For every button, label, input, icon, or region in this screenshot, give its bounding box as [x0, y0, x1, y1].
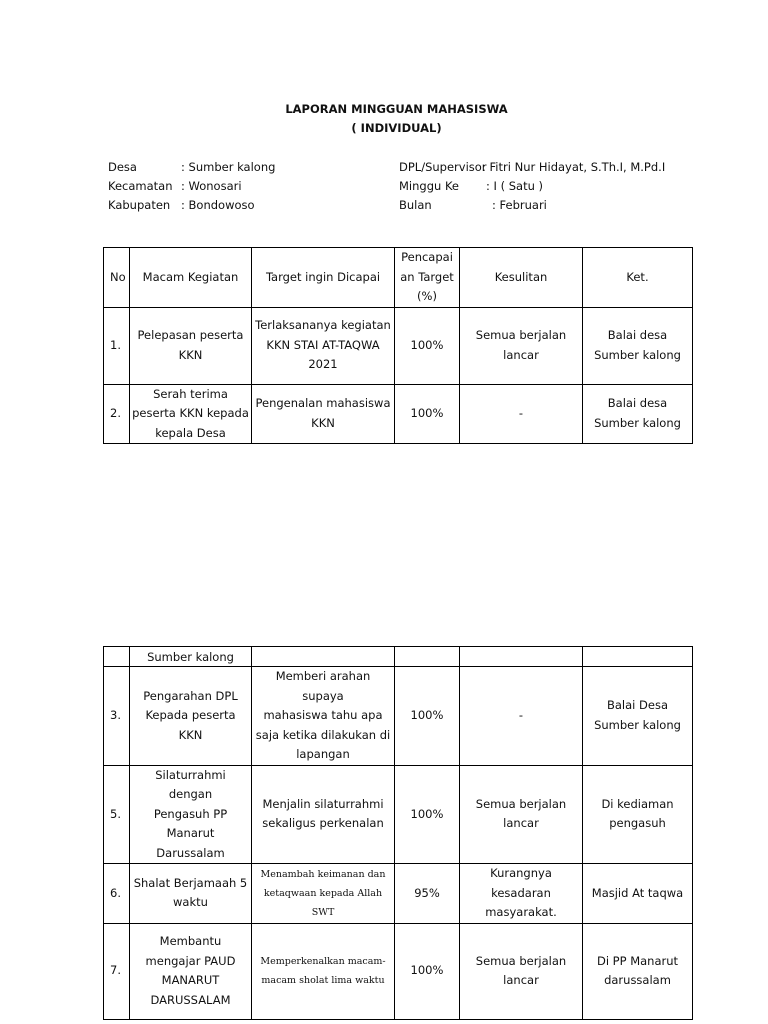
cell-line: Memperkenalkan macam-	[260, 956, 386, 967]
header-pencapaian-line: an Target	[400, 269, 454, 284]
cell-line: Memberi arahan supaya	[275, 669, 371, 703]
cell-target	[252, 864, 395, 924]
cell-kegiatan	[130, 765, 252, 864]
cell-line: ketaqwaan kepada Allah	[263, 887, 383, 899]
cell-line: Di PP Manarut	[596, 953, 679, 968]
cell-ket	[583, 923, 693, 1019]
cell-target	[252, 384, 395, 444]
cell-line: mahasiswa tahu apa	[263, 708, 383, 722]
cell-line: Darussalam	[156, 845, 225, 860]
cell-line: Sumber kalong	[594, 415, 681, 430]
cell-line: lapangan	[296, 747, 350, 761]
cell-no: 1.	[104, 307, 130, 384]
cell-line: Balai Desa	[607, 698, 668, 713]
cell-no: 5.	[104, 765, 130, 864]
cell-ket	[583, 864, 693, 924]
cell-pencapaian: 100%	[395, 765, 460, 864]
kecamatan-value: : Wonosari	[181, 179, 242, 193]
cell-line: MANARUT	[161, 973, 220, 987]
cell-target	[252, 307, 395, 384]
header-pencapaian-line: (%)	[417, 289, 437, 303]
cell-kegiatan: Sumber kalong	[130, 647, 252, 667]
minggu-label: Minggu Ke	[399, 179, 459, 193]
cell-line: KKN	[311, 415, 335, 430]
cell-ket	[583, 667, 693, 766]
cell-pencapaian: 100%	[395, 667, 460, 766]
cell-line: mengajar PAUD	[145, 953, 236, 968]
cell-line: Terlaksananya kegiatan	[255, 318, 391, 333]
cell-line: pengasuh	[609, 816, 666, 831]
cell-line: -	[518, 406, 524, 420]
cell-pencapaian: 100%	[395, 307, 460, 384]
header-pencapaian	[395, 248, 460, 308]
cell-kesulitan	[460, 765, 583, 864]
minggu-value: : I ( Satu )	[486, 179, 544, 193]
cell-line: KKN STAI AT-TAQWA	[266, 337, 380, 352]
report-title: LAPORAN MINGGUAN MAHASISWA	[285, 102, 508, 116]
table-row	[104, 307, 693, 384]
cell-ket	[583, 307, 693, 384]
cell-line: DARUSSALAM	[150, 992, 231, 1007]
cell-line: darussalam	[604, 973, 671, 987]
cell-line: saja ketika dilakukan di	[255, 727, 391, 742]
header-ket: Ket.	[583, 248, 693, 308]
cell-line: Semua berjalan	[475, 328, 567, 342]
table-row	[104, 384, 693, 444]
cell-line: Kepada peserta	[145, 708, 236, 722]
header-kesulitan: Kesulitan	[460, 248, 583, 308]
cell-line: Pelepasan peserta	[137, 328, 244, 342]
desa-value: : Sumber kalong	[181, 160, 276, 174]
cell-line: Silaturrahmi dengan	[155, 767, 226, 801]
cell-target	[252, 923, 395, 1019]
cell-line: Serah terima	[153, 386, 228, 401]
cell-line: KKN	[178, 347, 203, 362]
cell-line: masyarakat.	[485, 905, 557, 919]
header-pencapaian-line: Pencapai	[401, 250, 453, 264]
cell-kegiatan	[130, 923, 252, 1019]
header-kegiatan: Macam Kegiatan	[130, 248, 252, 308]
cell-line: -	[518, 708, 524, 722]
cell-target	[252, 667, 395, 766]
cell-line: Membantu	[159, 934, 222, 948]
table-row	[104, 667, 693, 766]
cell-kesulitan	[460, 307, 583, 384]
kabupaten-value: : Bondowoso	[181, 198, 255, 212]
cell-line: sekaligus perkenalan	[262, 816, 384, 831]
bulan-value: : Februari	[492, 198, 547, 212]
cell-line: Balai desa	[607, 328, 668, 342]
cell-no: 7.	[104, 923, 130, 1019]
cell-kesulitan	[460, 667, 583, 766]
cell-line: Sumber kalong	[594, 717, 681, 732]
cell-ket	[583, 765, 693, 864]
cell-line: Pengenalan mahasiswa	[255, 396, 391, 411]
dpl-label: DPL/Supervisor	[399, 160, 487, 174]
cell-line: macam sholat lima waktu	[261, 975, 385, 986]
cell-line: lancar	[503, 347, 539, 362]
dpl-value: : Fitri Nur Hidayat, S.Th.I, M.Pd.I	[482, 160, 666, 174]
cell-line: Manarut	[166, 826, 215, 840]
cell-line: Shalat Berjamaah 5	[133, 875, 248, 890]
cell-line: Di kediaman	[601, 796, 674, 811]
cell-kegiatan	[130, 307, 252, 384]
cell-no	[104, 647, 130, 667]
desa-label: Desa	[108, 160, 137, 174]
cell-pencapaian: 95%	[395, 864, 460, 924]
cell-line: Pengarahan DPL	[143, 688, 238, 703]
activity-table-page1	[103, 247, 693, 444]
cell-line: kesadaran	[491, 885, 551, 900]
cell-no: 6.	[104, 864, 130, 924]
cell-line: peserta KKN kepada	[132, 406, 249, 420]
cell-line: Semua berjalan	[475, 953, 567, 968]
cell-kegiatan	[130, 864, 252, 924]
cell-line: Kurangnya	[490, 866, 552, 880]
cell-kesulitan	[460, 864, 583, 924]
cell-ket	[583, 647, 693, 667]
cell-line: waktu	[173, 895, 208, 910]
cell-line: SWT	[311, 906, 335, 918]
cell-line: lancar	[503, 816, 539, 831]
cell-line: Menjalin silaturrahmi	[262, 796, 384, 811]
cell-line: Masjid At taqwa	[591, 885, 684, 900]
cell-target	[252, 647, 395, 667]
cell-ket	[583, 384, 693, 444]
continuation-row	[104, 647, 693, 667]
kecamatan-label: Kecamatan	[108, 179, 173, 193]
cell-kesulitan	[460, 647, 583, 667]
kabupaten-label: Kabupaten	[108, 198, 171, 212]
cell-line: Pengasuh PP	[153, 806, 228, 821]
cell-line: Sumber kalong	[594, 347, 681, 362]
header-target: Target ingin Dicapai	[252, 248, 395, 308]
cell-pencapaian: 100%	[395, 384, 460, 444]
cell-kegiatan	[130, 667, 252, 766]
cell-line: Balai desa	[607, 396, 668, 411]
table-row	[104, 765, 693, 864]
cell-target	[252, 765, 395, 864]
cell-kegiatan	[130, 384, 252, 444]
cell-no: 3.	[104, 667, 130, 766]
cell-line: 2021	[308, 357, 338, 372]
activity-table-page2	[103, 646, 693, 1020]
cell-no: 2.	[104, 384, 130, 444]
cell-kesulitan	[460, 923, 583, 1019]
cell-pencapaian: 100%	[395, 923, 460, 1019]
cell-line: Menambah keimanan dan	[260, 868, 386, 880]
table-row	[104, 923, 693, 1019]
cell-pencapaian	[395, 647, 460, 667]
header-no: No	[104, 248, 130, 308]
cell-line: KKN	[178, 727, 203, 742]
table-header-row	[104, 248, 693, 308]
cell-line: kepala Desa	[155, 425, 226, 440]
cell-line: Semua berjalan	[475, 796, 567, 811]
cell-kesulitan	[460, 384, 583, 444]
report-subtitle: ( INDIVIDUAL)	[351, 121, 442, 135]
cell-line: lancar	[503, 973, 539, 987]
table-row	[104, 864, 693, 924]
bulan-label: Bulan	[399, 198, 432, 212]
